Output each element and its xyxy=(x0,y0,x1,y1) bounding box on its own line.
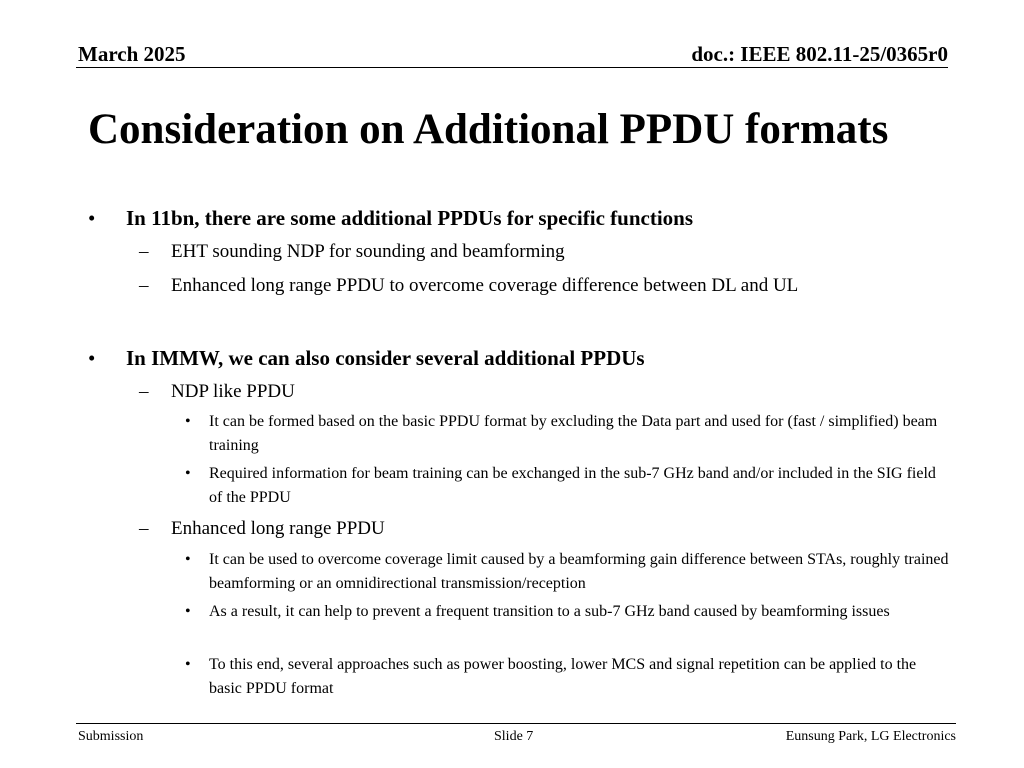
footer-slide-number: Slide 7 xyxy=(494,729,534,744)
bullet-marker: • xyxy=(88,346,96,370)
sub-bullet-enhanced-long-range xyxy=(139,275,799,297)
detail-item xyxy=(185,410,949,458)
detail-text: It can be used to overcome coverage limit caused by a beamforming gain difference between STAs, roughly trained beamforming or an omnidirectional transmission/reception xyxy=(209,551,949,592)
dash-marker: – xyxy=(139,275,149,296)
detail-text: As a result, it can help to prevent a frequent transition to a sub-7 GHz band caused by beamforming issues xyxy=(209,603,890,620)
detail-item xyxy=(185,462,949,510)
detail-text: Required information for beam training can be exchanged in the sub-7 GHz band and/or included in the SIG field of the PPDU xyxy=(209,465,936,506)
detail-text: It can be formed based on the basic PPDU format by excluding the Data part and used for (fast / simplified) beam training xyxy=(209,413,938,454)
sub-bullet-text: Enhanced long range PPDU to overcome coverage difference between DL and UL xyxy=(171,275,799,296)
bullet-11bn xyxy=(88,206,694,230)
bullet-text: In IMMW, we can also consider several additional PPDUs xyxy=(126,346,645,370)
footer-author: Eunsung Park, LG Electronics xyxy=(785,729,956,744)
sub-bullet-enhanced-long-range-ppdu xyxy=(139,518,385,540)
header-date: March 2025 xyxy=(78,42,186,66)
detail-item xyxy=(185,548,949,596)
sub-bullet-eht-sounding xyxy=(139,241,565,263)
detail-item xyxy=(185,653,949,701)
bullet-marker: • xyxy=(185,656,191,673)
bullet-marker: • xyxy=(185,551,191,568)
sub-bullet-ndp-like-ppdu xyxy=(139,381,295,403)
detail-text: To this end, several approaches such as power boosting, lower MCS and signal repetition can be applied to the basic PPDU format xyxy=(209,656,917,697)
bullet-immw xyxy=(88,346,645,370)
header-divider xyxy=(76,67,948,68)
dash-marker: – xyxy=(139,518,149,539)
bullet-marker: • xyxy=(185,603,191,620)
sub-bullet-text: NDP like PPDU xyxy=(171,381,295,402)
bullet-marker: • xyxy=(88,206,96,230)
bullet-text: In 11bn, there are some additional PPDUs for specific functions xyxy=(126,206,694,230)
dash-marker: – xyxy=(139,381,149,402)
bullet-marker: • xyxy=(185,413,191,430)
detail-item xyxy=(185,600,949,624)
footer-divider xyxy=(76,723,956,724)
dash-marker: – xyxy=(139,241,149,262)
footer-submission: Submission xyxy=(78,729,144,744)
sub-bullet-text: Enhanced long range PPDU xyxy=(171,518,385,539)
header-doc-id: doc.: IEEE 802.11-25/0365r0 xyxy=(691,42,948,66)
bullet-marker: • xyxy=(185,465,191,482)
slide-title: Consideration on Additional PPDU formats xyxy=(88,106,889,153)
sub-bullet-text: EHT sounding NDP for sounding and beamforming xyxy=(171,241,565,262)
